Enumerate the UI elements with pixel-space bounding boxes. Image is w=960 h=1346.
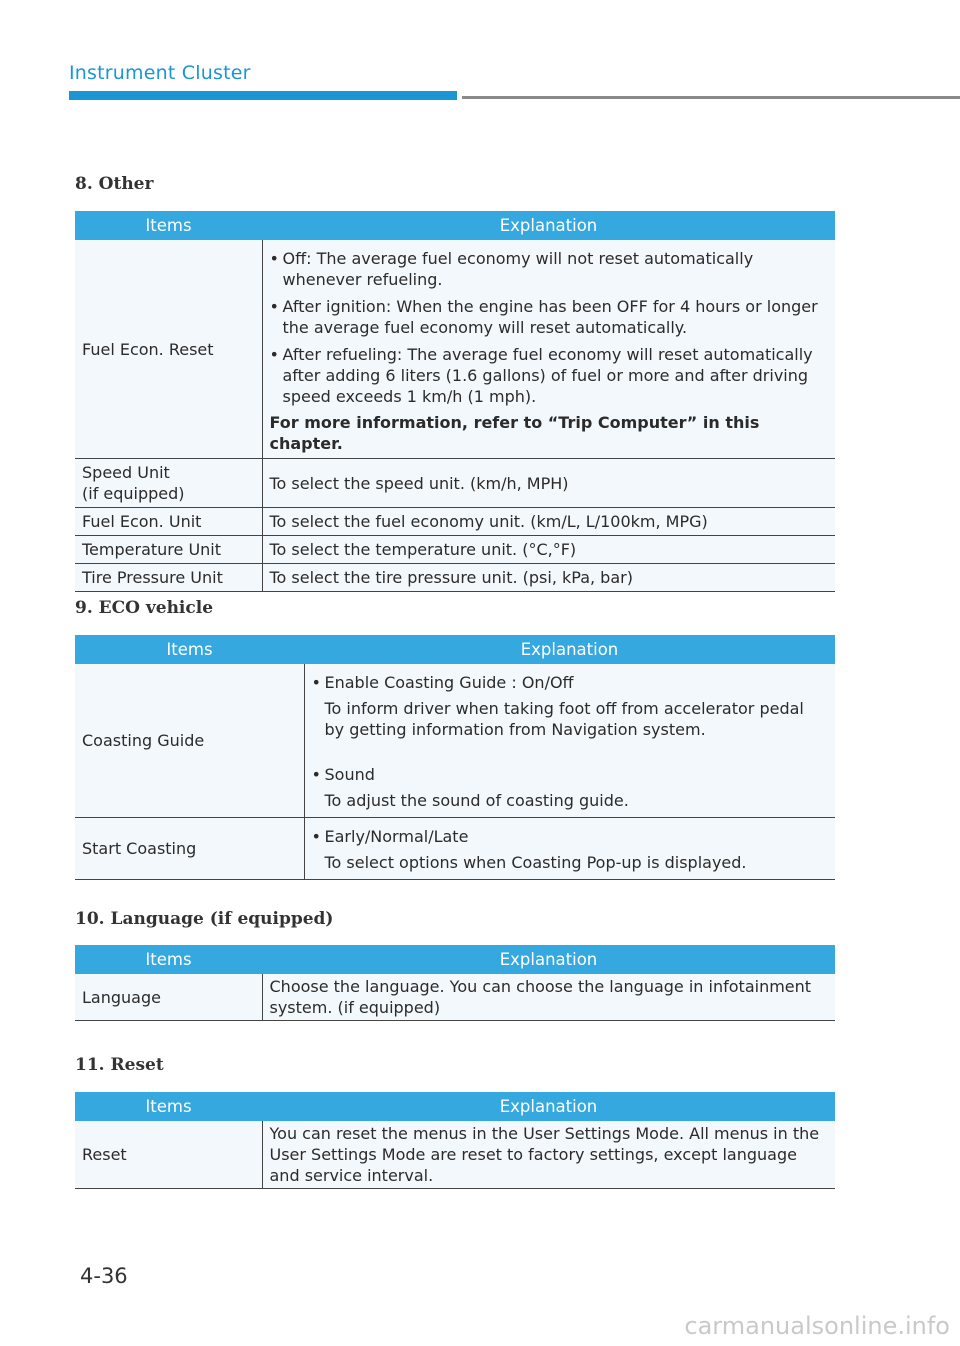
table-header <box>75 945 835 974</box>
bullet-icon: • <box>269 249 279 268</box>
list-item: • Enable Coasting Guide : On/Off <box>311 673 574 692</box>
list-item-description: To inform driver when taking foot off from accelerator pedal by getting information from Navigation system. <box>324 699 804 739</box>
list-item: • Sound <box>311 765 375 784</box>
col-explanation-header: Explanation <box>304 635 835 664</box>
table-header <box>75 635 835 664</box>
explanation-cell: To select the temperature unit. (°C,°F) <box>262 536 835 564</box>
bullet-icon: • <box>311 827 321 846</box>
item-cell: Language <box>75 974 262 1021</box>
item-cell: Coasting Guide <box>75 664 304 818</box>
table-row <box>75 536 835 564</box>
table-row <box>75 240 835 459</box>
list-item-description: To select options when Coasting Pop-up is displayed. <box>324 853 747 872</box>
table-row <box>75 664 835 818</box>
item-cell: Fuel Econ. Reset <box>75 240 262 459</box>
other-settings-table <box>75 211 835 592</box>
list-item-description: To adjust the sound of coasting guide. <box>324 791 629 810</box>
reset-table <box>75 1092 835 1189</box>
item-cell: Fuel Econ. Unit <box>75 508 262 536</box>
col-explanation-header: Explanation <box>262 945 835 974</box>
col-items-header: Items <box>75 945 262 974</box>
item-cell: Start Coasting <box>75 818 304 880</box>
item-cell: Temperature Unit <box>75 536 262 564</box>
watermark: carmanualsonline.info <box>684 1312 950 1340</box>
col-items-header: Items <box>75 635 304 664</box>
table-row <box>75 974 835 1021</box>
item-cell: Speed Unit (if equipped) <box>75 459 262 508</box>
table-header <box>75 1092 835 1121</box>
explanation-cell: You can reset the menus in the User Settings Mode. All menus in the User Settings Mode are reset to factory settings, except language and service interval. <box>262 1121 835 1189</box>
col-items-header: Items <box>75 211 262 240</box>
section-title-eco: 9. ECO vehicle <box>75 598 214 618</box>
explanation-cell: Choose the language. You can choose the language in infotainment system. (if equipped) <box>262 974 835 1021</box>
list-item: • After refueling: The average fuel economy will reset automatically after adding 6 liters (1.6 gallons) of fuel or more and after driving speed exceeds 1 km/h (1 mph). <box>269 345 813 406</box>
col-explanation-header: Explanation <box>262 211 835 240</box>
item-cell: Reset <box>75 1121 262 1189</box>
header-accent-bar <box>69 91 457 100</box>
table-row <box>75 459 835 508</box>
col-explanation-header: Explanation <box>262 1092 835 1121</box>
eco-settings-table <box>75 635 835 880</box>
table-row <box>75 818 835 880</box>
bullet-icon: • <box>311 673 321 692</box>
col-items-header: Items <box>75 1092 262 1121</box>
bullet-icon: • <box>311 765 321 784</box>
section-title-reset: 11. Reset <box>75 1055 164 1075</box>
item-cell: Tire Pressure Unit <box>75 564 262 592</box>
explanation-cell: To select the fuel economy unit. (km/L, L/100km, MPG) <box>262 508 835 536</box>
explanation-cell: To select the tire pressure unit. (psi, kPa, bar) <box>262 564 835 592</box>
list-item: • Off: The average fuel economy will not reset automatically whenever refueling. <box>269 249 754 289</box>
header-rule <box>462 96 960 99</box>
explanation-cell <box>304 664 835 818</box>
explanation-cell: To select the speed unit. (km/h, MPH) <box>262 459 835 508</box>
list-item: • Early/Normal/Late <box>311 827 469 846</box>
page-number: 4-36 <box>80 1264 128 1288</box>
language-table <box>75 945 835 1021</box>
table-row <box>75 564 835 592</box>
section-title-language: 10. Language (if equipped) <box>75 909 334 929</box>
explanation-cell <box>262 240 835 459</box>
section-header-title: Instrument Cluster <box>69 62 251 84</box>
bullet-icon: • <box>269 297 279 316</box>
section-title-other: 8. Other <box>75 174 154 194</box>
explanation-cell <box>304 818 835 880</box>
table-row <box>75 1121 835 1189</box>
reference-note: For more information, refer to “Trip Computer” in this chapter. <box>269 413 760 453</box>
list-item: • After ignition: When the engine has been OFF for 4 hours or longer the average fuel economy will reset automatically. <box>269 297 818 337</box>
table-header <box>75 211 835 240</box>
table-row <box>75 508 835 536</box>
bullet-icon: • <box>269 345 279 364</box>
